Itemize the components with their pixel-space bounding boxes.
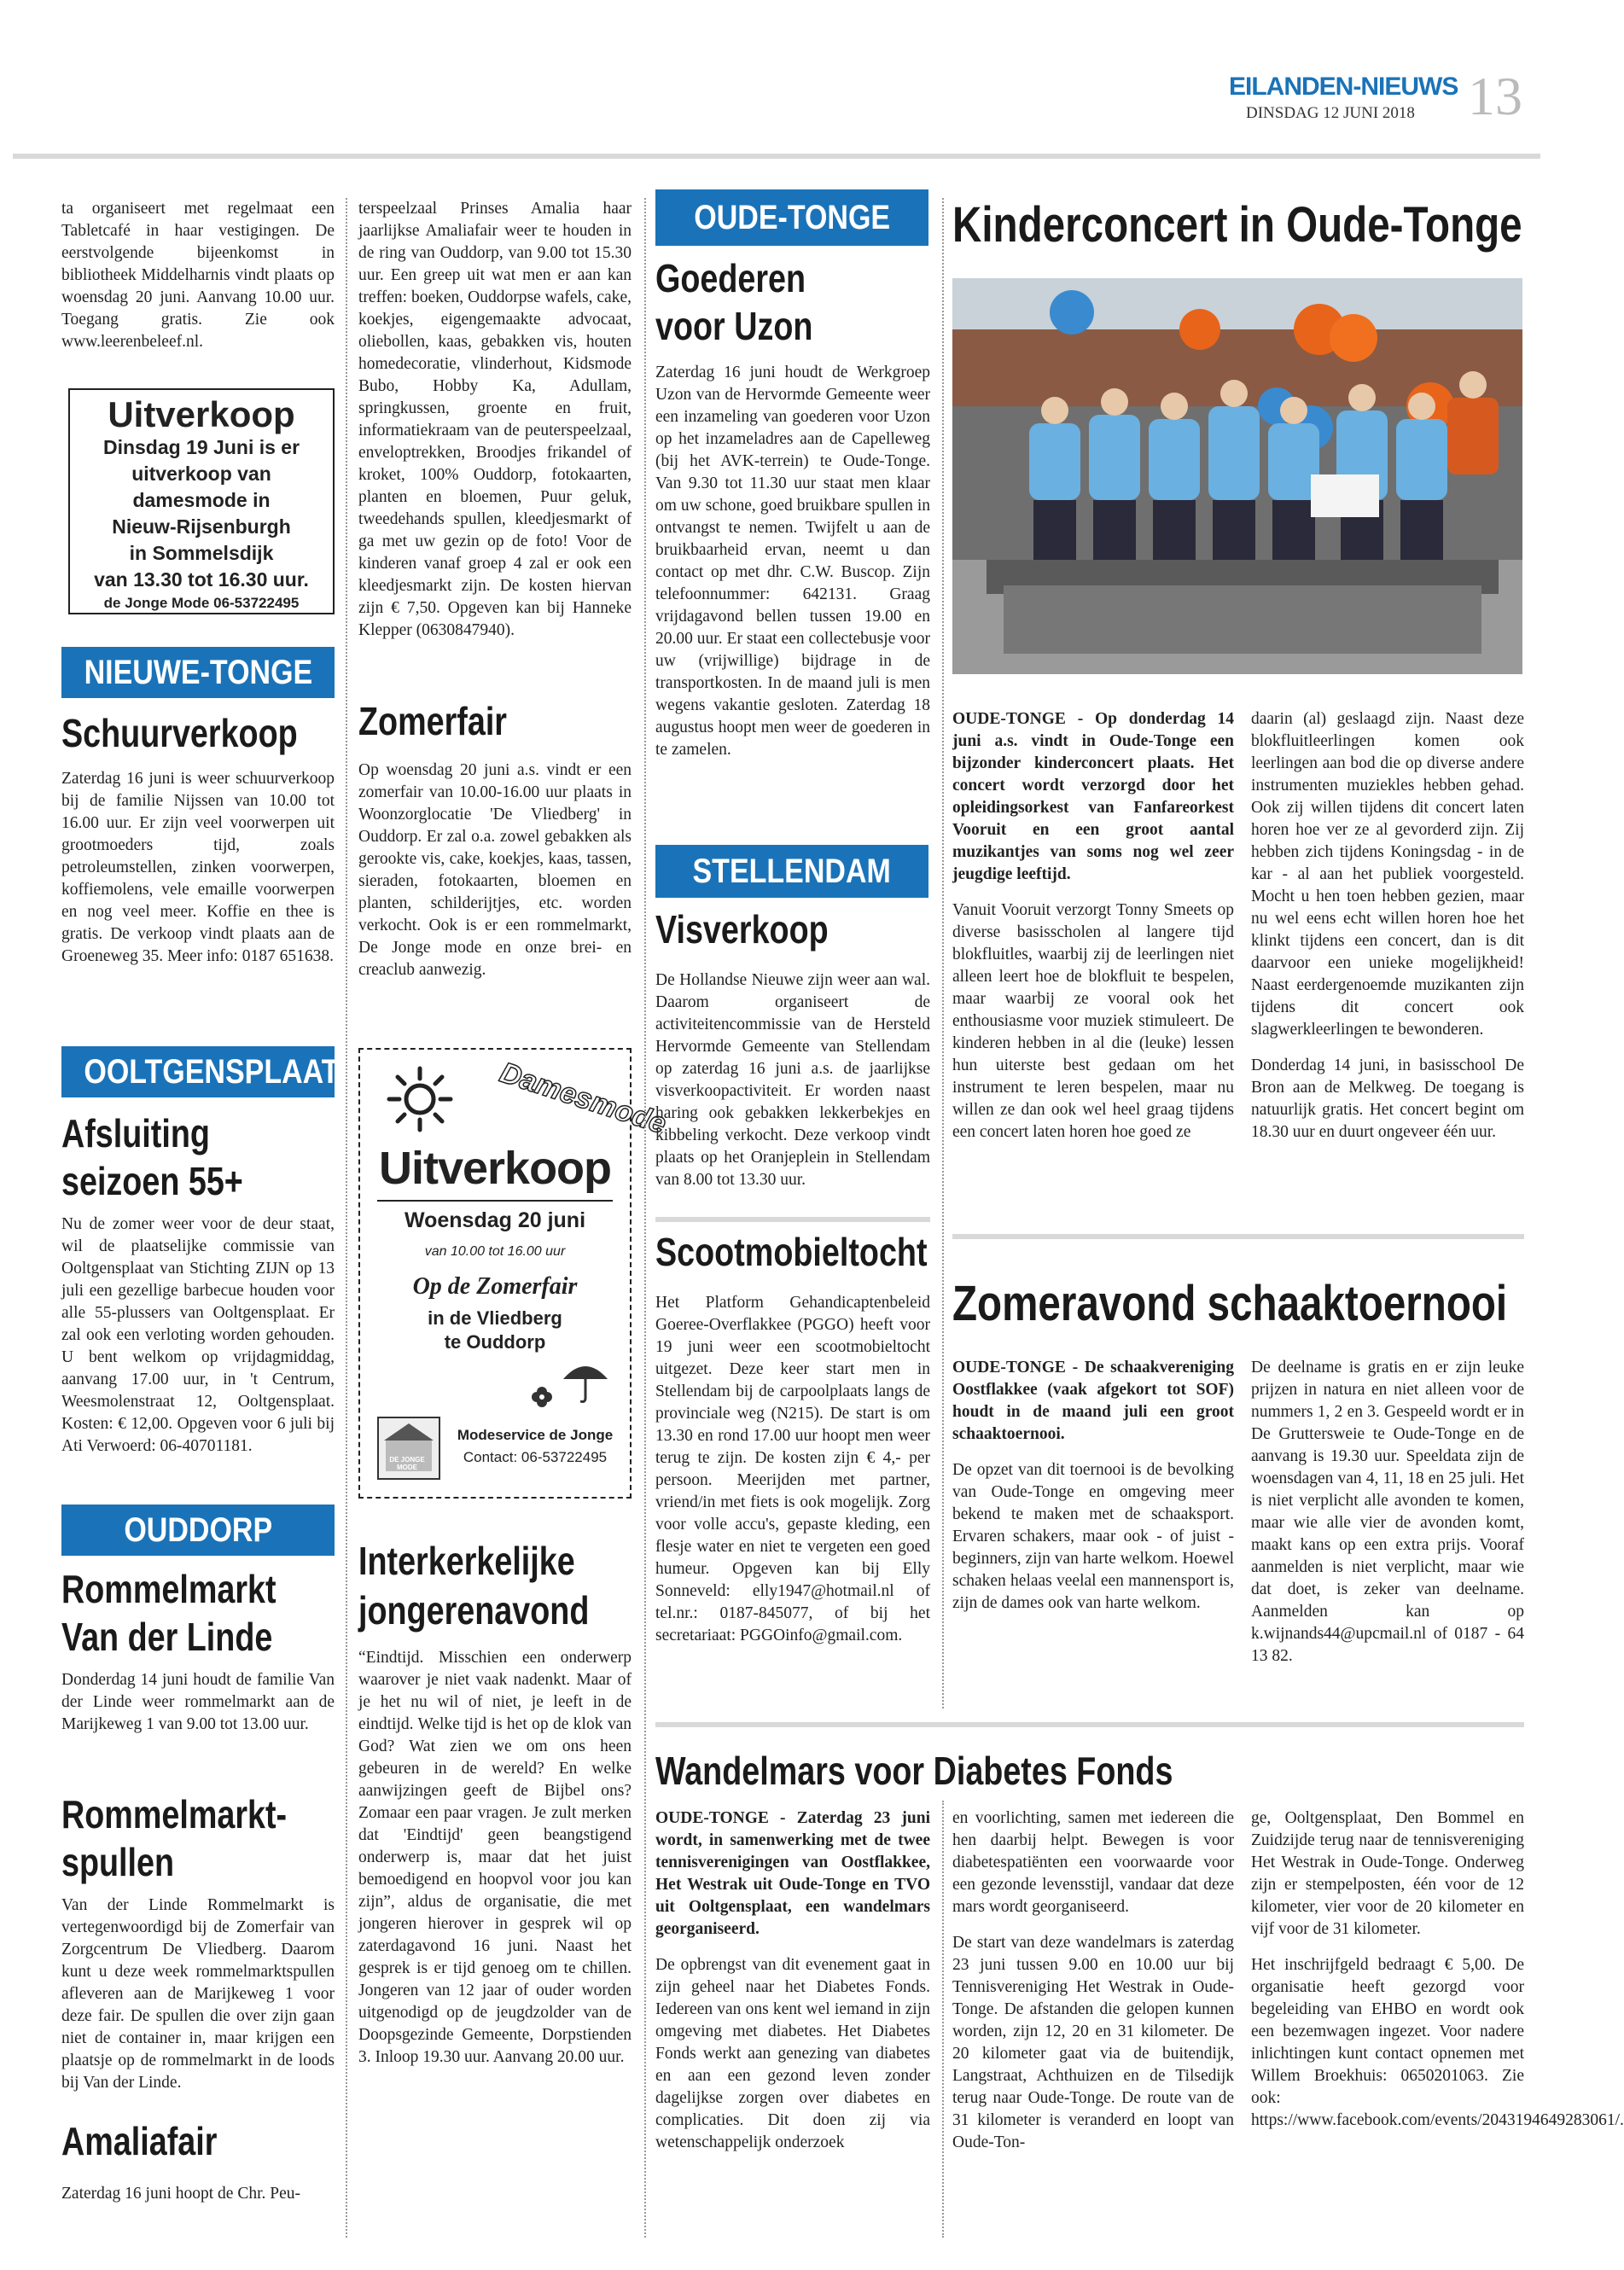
headline-line: seizoen 55+ [61,1159,243,1203]
article-text: Zaterdag 16 juni is weer schuurverkoop bij de familie Nijssen van 10.00 tot 16.00 uur. Er zijn veel voorwerpen uit grootmoeders tijd, zoals petroleumstellen, zinken voorwerpen, koffiemolens, vele emaille voorwerpen en nog veel meer. Koffie en thee is gratis. De verkoop vindt plaats aan de Groeneweg 35. Meer info: 0187 651638. [61,770,335,965]
banner-label: STELLENDAM [692,853,892,890]
headline-scootmobieltocht: Scootmobieltocht [655,1230,928,1274]
headline-rommelmarktspullen [61,1790,287,1886]
headline-line: Goederen [655,256,806,300]
article-text: De start van deze wandelmars is zaterdag 23 juni tussen 9.00 en 10.00 uur bij Tennisvereniging Het Westrak in Oude-Tonge. De afstanden die gelopen kunnen worden, zijn 12, 20 en 31 kilometer. De 20 kilometer gaat via de buitendijk, Langstraat, Achthuizen en de Tilsedijk terug naar Oude-Tonge. De route van de 31 kilometer is veranderd en loopt van Oude-Ton- [952,1934,1234,2151]
section-banner-nieuwe-tonge [61,647,335,698]
section-banner-ouddorp [61,1505,335,1556]
article-schuurverkoop [61,768,335,968]
ad-title: Uitverkoop [108,394,295,434]
column-divider [942,198,944,1708]
headline-line: Afsluiting [61,1111,210,1155]
headline-goederen [655,254,812,350]
ad-line: Nieuw-Rijsenburgh [112,515,291,538]
article-text: Donderdag 14 juni, in basisschool De Bron aan de Melkweg. De toegang is natuurlijk gratis. Het concert begint om 18.30 uur en duurt ongeveer één uur. [1251,1056,1524,1141]
section-rule [655,1217,930,1222]
article-visverkoop [655,969,930,1191]
article-amaliafair-start [61,2183,335,2205]
sun-icon [386,1065,454,1133]
article-text: “Eindtijd. Misschien een onderwerp waarover je niet vaak nadenkt. Maar of je het nu wil of niet, je leeft in de eindtijd. Welke tijd is het op de klok van God? Wat zien we om ons heen gebeuren in de wereld? En welke aanwijzingen geeft de Bijbel ons? Zomaar een paar vragen. Je zult merken dat 'Eindtijd' geen beangstigend onderwerp is, maar dat het juist bemoedigend en hoopvol voor jou kan zijn”, aldus de organisatie, die met jongeren hierover in gesprek wil op zaterdagavond 16 juni. Naast het gesprek is er tijd genoeg om te chillen. Jongeren van 12 jaar of ouder worden uitgenodigd op de jeugdzolder van de Doopsgezinde Gemeente, Dorpstienden 3. Inloop 19.30 uur. Aanvang 20.00 uur. [358,1649,632,2066]
article-text: Nu de zomer weer voor de deur staat, wil de plaatselijke commissie van Ooltgensplaat van Stichting ZIJN op 13 juli een gezellige barbecue houden voor alle 55-plussers van Ooltgensplaat. Er zal ook een verloting worden gehouden. U bent welkom op vrijdagmiddag, aanvang 17.00 uur, in 't Centrum, Weesmolenstraat 12, Ooltgensplaat. Kosten: € 12,00. Opgeven voor 6 juli bij Ati Verwoerd: 06-40701181. [61,1215,335,1455]
article-text: De deelname is gratis en er zijn leuke prijzen in natura en niet alleen voor de nummers 1, 2 en 3. Gespeeld wordt er in De Gruttersweie te Oude-Tonge en de aanvang is 19.30 uur. Speeldata zijn de woensdagen van 4, 11, 18 en 25 juli. Het is niet verplicht alle avonden te komen, maar wie alle vier de avonden komt, maakt kans op een extra prijs. Vooraf aanmelden is niet verplicht, maar wie dat doet, is zeker van deelname. Aanmelden kan op k.wijnands44@upcmail.nl of 0187 - 64 13 82. [1251,1359,1524,1665]
column-divider [346,198,347,2238]
article-text: Donderdag 14 juni houdt de familie Van der Linde weer rommelmarkt aan de Marijkeweg 1 van 9.00 tot 13.00 uur. [61,1671,335,1733]
ad-contact: de Jonge Mode 06-53722495 [103,595,300,611]
article-rommelmarkt [61,1669,335,1736]
ad-date: Woensdag 20 juni [404,1208,586,1232]
headline-schaaktoernooi: Zomeravond schaaktoernooi [952,1276,1508,1331]
article-lead: OUDE-TONGE - Zaterdag 23 juni wordt, in samenwerking met de twee tennisverenigingen van Oostflakkee, Het Westrak uit Oude-Tonge en TVO uit Ooltgensplaat, een wandelmars georganiseerd. [655,1809,930,1938]
section-banner-stellendam [655,845,928,898]
section-rule [655,1722,1524,1727]
advertisement-uitverkoop [68,388,335,614]
article-jongerenavond [358,1647,632,2069]
ad-event: Op de Zomerfair [412,1273,578,1300]
article-schaaktoernooi-col2 [1251,1357,1524,1668]
flower-icon [529,1384,555,1410]
headline-line: spullen [61,1840,175,1884]
article-text: De Hollandse Nieuwe zijn weer aan wal. Daarom organiseert de activiteitencommissie van de Hersteld Hervormde Gemeente van Stellendam op zaterdag 16 juni a.s. de jaarlijkse visverkoopactiviteit. Er worden naast haring ook gebakken lekkerbekjes en kibbeling verkocht. Deze verkoop vindt plaats op het Oranjeplein in Stellendam van 8.00 tot 13.30 uur. [655,971,930,1189]
banner-label: OUDE-TONGE [694,199,890,236]
ad-divider [377,1200,613,1202]
ad-line: damesmode in [132,489,271,511]
article-lead: OUDE-TONGE - De schaakvereniging Oostflakkee (vaak afgekort tot SOF) houdt in de maand juli een groot schaaktoernooi. [952,1359,1234,1443]
ad-place: in de Vliedberg [428,1307,562,1329]
article-zomerfair [358,760,632,981]
column-divider [644,198,646,2238]
article-afsluiting [61,1214,335,1458]
header-rule [13,154,1540,159]
ad-line: Dinsdag 19 Juni is er [102,436,300,458]
banner-label: NIEUWE-TONGE [84,654,312,691]
article-text: daarin (al) geslaagd zijn. Naast deze blokfluitleerlingen komen ook leerlingen aan bod die op diverse andere instrumenten muziekles hebben gehad. Ook zij willen tijdens dit concert laten horen hoe ver ze al gevorderd zijn. Zij hebben zich tijdens Koningsdag - in de kar - al aan het publiek voorgesteld. Mocht u hen toen hebben gezien, maar nu wel eens echt willen horen hoe het klinkt tijdens een concert, dan is dit daarvoor een unieke mogelijkheid! Naast eerdergenoemde muzikanten zijn tijdens dit concert ook slagwerkleerlingen te bewonderen. [1251,710,1524,1039]
headline-wandelmars: Wandelmars voor Diabetes Fonds [655,1749,1173,1793]
headline-line: Van der Linde [61,1615,273,1659]
ad-line: van 13.30 tot 16.30 uur. [94,568,309,591]
ad-line: uitverkoop van [131,463,271,485]
ad-contact: Contact: 06-53722495 [463,1449,608,1465]
article-text: Vanuit Vooruit verzorgt Tonny Smeets op diverse basisscholen al langere tijd blokfluitles, waarbij zij de leerlingen niet alleen leert hoe de blokfluit te bespelen, maar waarbij ze vooral ook het enthousiasme voor muziek stimuleert. De kinderen hebben in al die (leuke) lessen hun uiterste best gedaan om het instrument te leren bespelen, maar nu willen ze dan ook wel heel graag tijdens een concert laten horen hoe goed ze [952,901,1234,1141]
article-text: Zaterdag 16 juni houdt de Werkgroep Uzon van de Hervormde Gemeente weer een inzameling van goederen voor Uzon op het inzameladres aan de Capelleweg (bij het AVK-terrein) te Oude-Tonge. Van 9.30 tot 11.30 uur staat men klaar om uw schone, goed bruikbare spullen in ontvangst te nemen. Twijfelt u aan de bruikbaarheid ervan, neemt u dan contact op met dhr. C.W. Buscop. Zijn telefoonnummer: 642131. Graag vrijdagavond bellen tussen 19.00 en 20.00 uur. Er staat een collectebusje voor uw (vrijwillige) bijdrage in de transportkosten. In de maand juli is men wegens vakantie gesloten. Zaterdag 18 augustus hoopt men weer de goederen in te zamelen. [655,364,930,759]
headline-line: Interkerkelijke [358,1539,575,1583]
article-wandelmars-col2 [952,1807,1234,2154]
ad-line: in Sommelsdijk [129,542,274,564]
article-amaliafair-cont [358,198,632,642]
column-1 [61,198,335,353]
headline-jongerenavond [358,1536,589,1635]
section-banner-oude-tonge [655,189,928,246]
article-text: De opbrengst van dit evenement gaat in zijn geheel naar het Diabetes Fonds. Iedereen van ons kent wel iemand in zijn omgeving met diabetes. Het Diabetes Fonds werkt aan genezing van diabetes en aan een gezond leven zonder dagelijkse zorgen over diabetes en complicaties. Dit doen zij via wetenschappelijk onderzoek [655,1956,930,2151]
headline-rommelmarkt [61,1565,276,1661]
article-text: Op woensdag 20 juni a.s. vindt er een zomerfair van 10.00-16.00 uur plaats in Woonzorglocatie 'De Vliedberg' in Ouddorp. Er zal o.a. zowel gebakken als gerookte vis, cake, koekjes, kaas, tassen, sieraden, fotokaarten, bloemen en planten, schilderijtjes, etc. worden verkocht. Ook is er een rommelmarkt, De Jonge mode en onze brei- en creaclub aanwezig. [358,761,632,979]
page-number: 13 [1468,66,1522,126]
article-wandelmars-col1 [655,1807,930,2154]
masthead [1109,68,1536,128]
ad-time: van 10.00 tot 16.00 uur [424,1244,566,1259]
banner-label: OUDDORP [124,1511,272,1549]
headline-zomerfair: Zomerfair [358,699,507,743]
issue-date: DINSDAG 12 JUNI 2018 [1246,104,1415,122]
column-divider [942,1801,944,2238]
ad-shop-name: Modeservice de Jonge [457,1427,614,1443]
headline-line: voor Uzon [655,304,813,348]
banner-label: OOLTGENSPLAAT [84,1053,340,1091]
article-scootmobieltocht [655,1292,930,1647]
headline-amaliafair: Amaliafair [61,2119,218,2163]
article-text: Van der Linde Rommelmarkt is vertegenwoordigd bij de Zomerfair van Zorgcentrum De Vliedberg. Daarom kunt u deze week rommelmarktspullen afleveren aan de Marijkeweg 1 voor deze fair. De spullen die over zijn gaan niet de container in, maar krijgen een plaatsje op de rommelmarkt in de loods bij Van der Linde. [61,1896,335,2092]
article-text: De opzet van dit toernooi is de bevolking van Oude-Tonge en omgeving meer bekend te maken met de schaaksport. Ervaren schakers, maar ook - of juist - beginners, zijn van harte welkom. Hoewel schaken helaas veelal een mannensport is, zijn de dames ook van harte welkom. [952,1461,1234,1612]
article-text: en voorlichting, samen met iedereen die hen daarbij helpt. Bewegen is voor diabetespatiënten een voorwaarde voor een gezonde levensstijl, vandaar dat deze mars wordt georganiseerd. [952,1809,1234,1916]
headline-schuurverkoop: Schuurverkoop [61,711,298,755]
article-text: Het Platform Gehandicaptenbeleid Goeree-Overflakkee (PGGO) heeft voor 19 juni weer een scootmobieltocht uitgezet. Deze keer start men in Stellendam bij de carpoolplaats langs de provinciale weg (N215). De start is om 13.30 en rond 17.00 uur hoopt men weer terug te zijn. De kosten zijn € 4,- per persoon. Meerijden met partner, vriend/in met fiets is ook mogelijk. Zorg voor volle accu's, gepaste kleding, een flesje water en niet te vergeten een goed humeur. Opgeven kan bij Elly Sonneveld: elly1947@hotmail.nl of tel.nr.: 0187-845077, of bij het secretariaat: PGGOinfo@gmail.com. [655,1294,930,1644]
article-wandelmars-col3 [1251,1807,1624,2132]
headline-afsluiting [61,1109,243,1205]
ad-place: te Ouddorp [444,1331,546,1353]
paper-name: EILANDEN-NIEUWS [1229,73,1458,101]
article-schaaktoernooi-col1 [952,1357,1234,1615]
logo-text: DE JONGE MODE [389,1456,425,1471]
article-kinderconcert-col2 [1251,708,1524,1144]
headline-line: Rommelmarkt- [61,1792,288,1836]
article-kinderconcert-col1 [952,708,1234,1144]
photo-kinderconcert [952,278,1522,674]
article-text: terspeelzaal Prinses Amalia haar jaarlijkse Amaliafair weer te houden in de ring van Ouddorp, van 9.00 tot 15.30 uur. Een greep uit wat men er aan kan treffen: boeken, Ouddorpse wafels, cake, koekjes, eigengemaakte advocaat, oliebollen, kaas, gebakken vis, houten homedecoratie, vlinderhout, Kidsmode Bubo, Hobby Ka, Adullam, springkussen, groente en fruit, informatiekraam van de peuterspeelzaal, enveloptrekken, Broodjes frikandel of kroket, 100% Ouddorp, fotokaarten, planten en bloemen, Puur geluk, tweedehands spullen, kleedjesmarkt of ga met uw gezin op de foto! Voor de kinderen vanaf groep 4 zal er ook een kleedjesmarkt zijn. De kosten hiervan zijn € 7,50. Opgeven kan bij Hanneke Klepper (0630847940). [358,200,632,639]
section-banner-ooltgensplaat [61,1046,340,1097]
photo-illustration [952,278,1522,674]
section-rule [952,1234,1524,1239]
article-text: ge, Ooltgensplaat, Den Bommel en Zuidzijde terug naar de tennisvereniging Het Westrak in Oude-Tonge. Onderweg zijn er stempelposten, één voor de 12 kilometer, vier voor de 20 kilometer en vijf voor de 31 kilometer. [1251,1809,1524,1938]
article-text: Zaterdag 16 juni hoopt de Chr. Peu- [61,2185,300,2203]
headline-visverkoop: Visverkoop [655,907,829,952]
article-text: Het inschrijfgeld bedraagt € 5,00. De organisatie heeft gezorgd voor begeleiding van EHBO en wordt ook een bezemwagen ingezet. Voor nadere inlichtingen kunt contact opnemen met Willem Broekhuis: 0650201063. Zie ook: https://www.facebook.com/events/2043194649283061/. [1251,1956,1624,2129]
article-goederen [655,362,930,761]
article-rommelmarktspullen [61,1895,335,2094]
ad-title: Uitverkoop [378,1143,612,1194]
umbrella-icon [560,1353,611,1405]
headline-line: jongerenavond [358,1588,590,1633]
advertisement-damesmode [358,1048,671,1499]
article-text: ta organiseert met regelmaat een Tabletcafé in haar vestigingen. De eerstvolgende bijeenkomst in bibliotheek Middelharnis vindt plaats op woensdag 20 juni. Aanvang 10.00 uur. Toegang gratis. Zie ook www.leerenbeleef.nl. [61,200,335,351]
article-lead: OUDE-TONGE - Op donderdag 14 juni a.s. vindt in Oude-Tonge een bijzonder kinderconcert plaats. Het concert wordt verzorgd door het opleidingsorkest van Fanfareorkest Vooruit en een groot aantal muzikantjes van soms nog wel zeer jeugdige leeftijd. [952,710,1234,883]
headline-line: Rommelmarkt [61,1567,276,1611]
shop-logo [377,1417,440,1480]
ad-tag-damesmode: Damesmode [496,1056,671,1141]
headline-kinderconcert: Kinderconcert in Oude-Tonge [952,197,1522,253]
